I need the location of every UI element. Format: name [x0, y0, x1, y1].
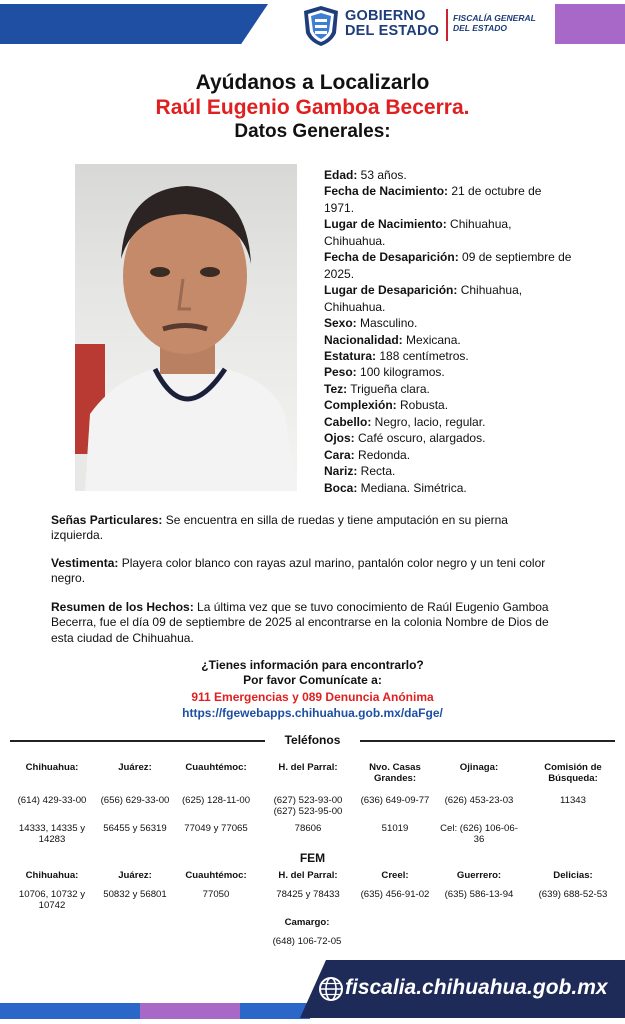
report-link[interactable]: https://fgewebapps.chihuahua.gob.mx/daFge/ — [182, 706, 443, 720]
general-data-list — [324, 167, 574, 496]
gobierno-logo-text: GOBIERNO DEL ESTADO — [345, 8, 440, 39]
phones-heading: Teléfonos — [284, 733, 341, 747]
camargo-label: Camargo: — [284, 917, 330, 928]
phones-cell: (626) 453-23-03 — [444, 795, 514, 806]
fem-header-cell: Delicias: — [553, 870, 593, 881]
contact-question: ¿Tienes información para encontrarlo? — [201, 658, 424, 672]
phones-cell: (614) 429-33-00 — [17, 795, 87, 806]
phones-cell: 14333, 14335 y 14283 — [18, 823, 86, 845]
phones-cell: Cel: (626) 106-06-36 — [440, 823, 518, 845]
fem-cell: 10706, 10732 y 10742 — [18, 889, 86, 911]
globe-icon — [318, 976, 344, 1002]
fem-header-cell: Creel: — [381, 870, 409, 881]
phones-header-cell: Juárez: — [118, 762, 152, 773]
data-item: Fecha de Nacimiento: 21 de octubre de 1971. — [324, 184, 542, 215]
data-item: Sexo: Masculino. — [324, 316, 418, 331]
fem-header-cell: Guerrero: — [456, 870, 502, 881]
missing-person-photo — [75, 164, 297, 491]
data-item: Tez: Trigueña clara. — [324, 381, 430, 396]
facts-summary: Resumen de los Hechos: La última vez que se tuvo conocimiento de Raúl Eugenio Gamboa Becerra, fue el día 09 de septiembre de 2025 al encontrarse en la colonia Nombre de Dios de esta ciudad de Chihuahua. — [51, 600, 549, 645]
page-title: Ayúdanos a Localizarlo — [195, 71, 430, 94]
data-item: Nariz: Recta. — [324, 464, 396, 479]
state-seal-icon — [302, 5, 340, 47]
header-purple-stripe — [555, 4, 625, 44]
fem-cell: (639) 688-52-53 — [538, 889, 608, 900]
fem-heading: FEM — [299, 851, 326, 865]
header-divider — [446, 9, 448, 41]
footer-purple-stripe — [140, 1003, 240, 1019]
data-item: Cara: Redonda. — [324, 447, 411, 462]
data-item: Edad: 53 años. — [324, 168, 407, 182]
data-item: Lugar de Nacimiento: Chihuahua, Chihuahua. — [324, 217, 512, 248]
data-item: Peso: 100 kilogramos. — [324, 365, 445, 380]
data-item: Lugar de Desaparición: Chihuahua, Chihuahua. — [324, 283, 523, 314]
phones-cell: (656) 629-33-00 — [100, 795, 170, 806]
phones-cell: 51019 — [381, 823, 409, 834]
phones-header-cell: Cuauhtémoc: — [185, 762, 247, 773]
person-silhouette-icon — [75, 164, 297, 491]
phones-header-cell: Chihuahua: — [25, 762, 79, 773]
phones-cell: 56455 y 56319 — [103, 823, 167, 834]
camargo-phone: (648) 106-72-05 — [272, 936, 342, 947]
data-item: Boca: Mediana. Simétrica. — [324, 480, 467, 495]
phones-cell: 11343 — [560, 795, 586, 806]
phones-header-cell: H. del Parral: — [278, 762, 338, 773]
clothing-description: Vestimenta: Playera color blanco con rayas azul marino, pantalón color negro y un teni color negro. — [51, 556, 546, 586]
fem-cell: 77050 — [202, 889, 230, 900]
phones-cell: 78606 — [294, 823, 322, 834]
fem-header-cell: H. del Parral: — [278, 870, 338, 881]
data-item: Cabello: Negro, lacio, regular. — [324, 414, 486, 429]
data-item: Estatura: 188 centímetros. — [324, 348, 469, 363]
phones-header-cell: Comisión de Búsqueda: — [544, 762, 602, 784]
fem-cell: (635) 586-13-94 — [444, 889, 514, 900]
phones-cell: (627) 523-93-00 (627) 523-95-00 — [273, 795, 343, 817]
footer-website[interactable]: fiscalia.chihuahua.gob.mx — [345, 976, 608, 999]
fem-header-cell: Juárez: — [118, 870, 152, 881]
phones-cell: (625) 128-11-00 — [181, 795, 251, 806]
missing-person-name: Raúl Eugenio Gamboa Becerra. — [155, 96, 470, 119]
emergency-numbers: 911 Emergencias y 089 Denuncia Anónima — [191, 690, 434, 704]
data-item: Ojos: Café oscuro, alargados. — [324, 431, 486, 446]
fem-cell: (635) 456-91-02 — [360, 889, 430, 900]
data-item: Nacionalidad: Mexicana. — [324, 332, 461, 347]
contact-prompt: Por favor Comunícate a: — [243, 673, 382, 687]
phones-header-cell: Ojinaga: — [459, 762, 499, 773]
header-blue-stripe — [0, 4, 268, 44]
fem-cell: 78425 y 78433 — [276, 889, 340, 900]
phones-cell: 77049 y 77065 — [184, 823, 248, 834]
data-item: Fecha de Desaparición: 09 de septiembre de 2025. — [324, 250, 572, 281]
fiscalia-logo-text: FISCALÍA GENERAL DEL ESTADO — [453, 13, 536, 33]
fem-header-cell: Chihuahua: — [25, 870, 79, 881]
phones-cell: (636) 649-09-77 — [360, 795, 430, 806]
distinctive-marks: Señas Particulares: Se encuentra en silla de ruedas y tiene amputación en su pierna izquierda. — [51, 513, 508, 543]
section-title: Datos Generales: — [234, 121, 391, 142]
data-item: Complexión: Robusta. — [324, 398, 449, 413]
fem-cell: 50832 y 56801 — [103, 889, 167, 900]
phones-header-cell: Nvo. Casas Grandes: — [369, 762, 421, 784]
fem-header-cell: Cuauhtémoc: — [185, 870, 247, 881]
